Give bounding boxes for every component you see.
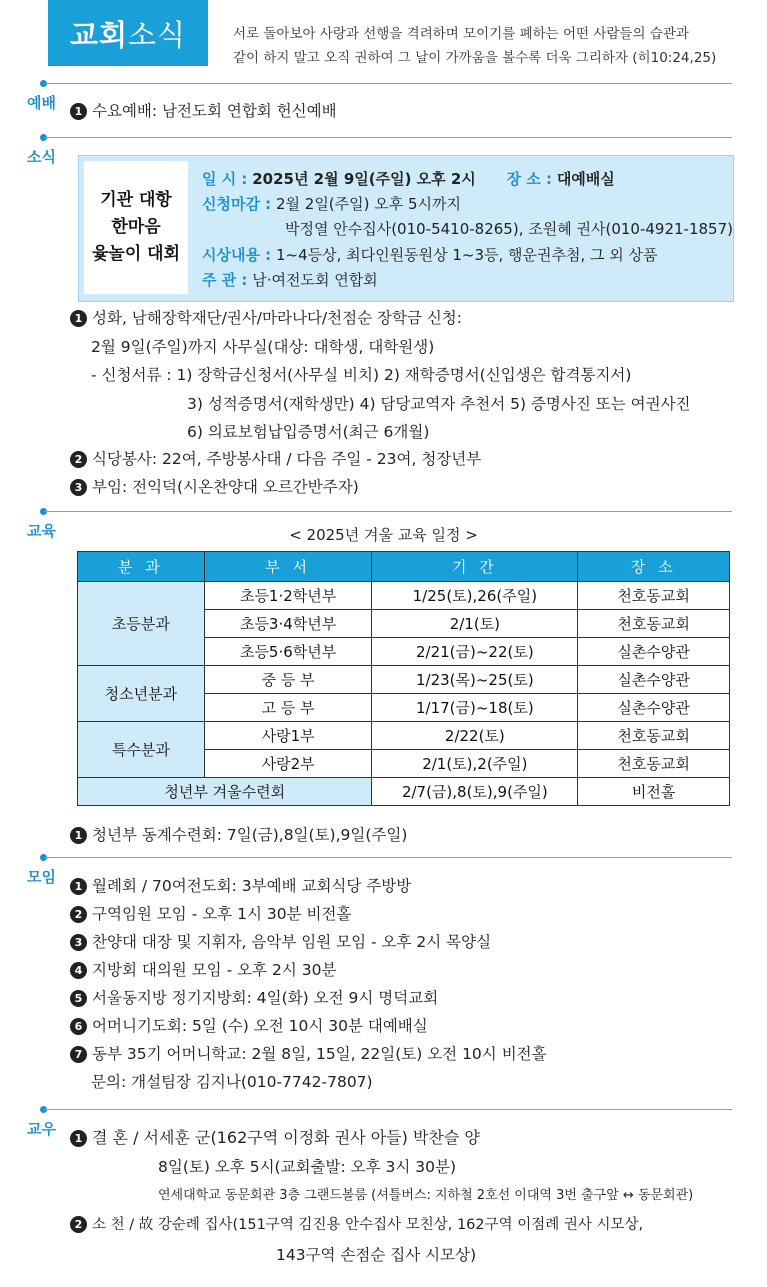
item-text: 동부 35기 어머니학교: 2월 8일, 15일, 22일(토) 오전 10시 비전홀 xyxy=(92,1045,547,1063)
dept-cell: 고 등 부 xyxy=(204,694,372,722)
section-label-worship: 예배 xyxy=(27,94,56,112)
section-divider xyxy=(44,1109,732,1110)
section-divider xyxy=(44,511,732,512)
list-item xyxy=(70,986,438,1008)
place-cell: 천호동교회 xyxy=(578,582,730,610)
period-cell: 2/7(금),8(토),9(주일) xyxy=(372,778,578,806)
section-label-members: 교우 xyxy=(27,1120,56,1138)
item-text: 지방회 대의원 모임 - 오후 2시 30분 xyxy=(92,961,337,979)
list-item xyxy=(70,306,462,328)
item-text: 어머니기도회: 5일 (수) 오전 10시 30분 대예배실 xyxy=(92,1017,428,1035)
period-cell: 1/17(금)~18(토) xyxy=(372,694,578,722)
item-continuation: 6) 의료보험납입증명서(최근 6개월) xyxy=(187,423,430,441)
section-divider xyxy=(44,137,732,138)
event-host-row xyxy=(202,269,378,290)
item-continuation: 문의: 개설팀장 김지나(010-7742-7807) xyxy=(91,1073,373,1091)
number-badge: 1 xyxy=(70,310,87,327)
list-item xyxy=(70,1125,480,1148)
event-host-value: 남·여전도회 연합회 xyxy=(252,271,378,289)
verse-line: 서로 돌아보아 사랑과 선행을 격려하며 모이기를 폐하는 어떤 사람들의 습관과 xyxy=(233,26,689,42)
number-badge: 3 xyxy=(70,479,87,496)
period-cell: 1/25(토),26(주일) xyxy=(372,582,578,610)
banner-title-light: 소식 xyxy=(128,17,187,52)
event-place-value: 대예배실 xyxy=(556,170,615,188)
table-row xyxy=(78,722,730,750)
item-text: 구역임원 모임 - 오후 1시 30분 비전홀 xyxy=(92,905,352,923)
place-cell: 실촌수양관 xyxy=(578,694,730,722)
event-title-line: 기관 대항 xyxy=(100,190,172,210)
place-cell: 천호동교회 xyxy=(578,722,730,750)
event-deadline-row xyxy=(202,193,461,214)
item-continuation: 연세대학교 동문회관 3층 그랜드볼룸 (셔틀버스: 지하철 2호선 이대역 3번 출구앞 ↔ 동문회관) xyxy=(158,1188,694,1203)
education-schedule-table xyxy=(77,551,730,806)
event-title-line: 윷놀이 대회 xyxy=(91,244,181,264)
list-item xyxy=(70,902,351,924)
event-contact: 박정열 안수집사(010-5410-8265), 조원혜 권사(010-4921-1857) xyxy=(285,220,733,238)
number-badge: 2 xyxy=(70,451,87,468)
item-text: 수요예배: 남전도회 연합회 헌신예배 xyxy=(92,102,337,120)
event-deadline-value: 2월 2일(주일) 오후 5시까지 xyxy=(275,195,462,213)
list-item xyxy=(70,1014,428,1036)
event-date-value: 2025년 2월 9일(주일) 오후 2시 xyxy=(252,170,476,188)
column-header: 분 과 xyxy=(78,552,205,582)
item-text: 월례회 / 70여전도회: 3부예배 교회식당 주방방 xyxy=(92,877,412,895)
table-row xyxy=(78,778,730,806)
place-cell: 천호동교회 xyxy=(578,610,730,638)
dept-cell: 초등5·6학년부 xyxy=(204,638,372,666)
number-badge: 1 xyxy=(70,1130,87,1147)
number-badge: 1 xyxy=(70,827,87,844)
item-continuation: 3) 성적증명서(재학생만) 4) 담당교역자 추천서 5) 증명사진 또는 여권사진 xyxy=(187,395,691,413)
place-cell: 실촌수양관 xyxy=(578,638,730,666)
table-header-row xyxy=(78,552,730,582)
number-badge: 2 xyxy=(70,1216,87,1233)
section-label-meetings: 모임 xyxy=(27,868,56,886)
list-item xyxy=(70,1042,547,1064)
dept-cell: 사랑2부 xyxy=(204,750,372,778)
event-place-label: 장 소 : xyxy=(506,170,553,188)
schedule-title: < 2025년 겨울 교육 일정 > xyxy=(289,526,478,544)
place-cell: 비전홀 xyxy=(578,778,730,806)
item-text: 성화, 남해장학재단/권사/마라나다/천점순 장학금 신청: xyxy=(92,309,463,327)
event-date-label: 일 시 : xyxy=(202,170,248,188)
period-cell: 1/23(목)~25(토) xyxy=(372,666,578,694)
item-continuation: 143구역 손점순 집사 시모상) xyxy=(276,1246,477,1264)
group-cell: 초등분과 xyxy=(78,582,205,666)
item-continuation: 8일(토) 오후 5시(교회출발: 오후 3시 30분) xyxy=(158,1158,457,1176)
item-text: 소 천 / 故 강순례 집사(151구역 김진용 안수집사 모친상, 162구역 이점례 권사 시모상, xyxy=(92,1217,644,1233)
column-header: 장 소 xyxy=(578,552,730,582)
number-badge: 5 xyxy=(70,990,87,1007)
event-notice-box xyxy=(78,155,734,302)
period-cell: 2/1(토) xyxy=(372,610,578,638)
dept-cell: 초등3·4학년부 xyxy=(204,610,372,638)
list-item xyxy=(70,958,336,980)
group-cell: 청소년분과 xyxy=(78,666,205,722)
list-item xyxy=(70,1213,643,1234)
dept-cell: 중 등 부 xyxy=(204,666,372,694)
item-text: 식당봉사: 22여, 주방봉사대 / 다음 주일 - 23여, 청장년부 xyxy=(92,450,482,468)
group-cell: 청년부 겨울수련회 xyxy=(78,778,372,806)
item-continuation: 2월 9일(주일)까지 사무실(대상: 대학생, 대학원생) xyxy=(91,338,435,356)
number-badge: 7 xyxy=(70,1046,87,1063)
number-badge: 3 xyxy=(70,934,87,951)
period-cell: 2/21(금)~22(토) xyxy=(372,638,578,666)
banner-title-bold: 교회 xyxy=(69,17,128,52)
number-badge: 1 xyxy=(70,103,87,120)
event-prize-label: 시상내용 : xyxy=(202,246,272,264)
place-cell: 실촌수양관 xyxy=(578,666,730,694)
list-item xyxy=(70,99,337,121)
section-divider xyxy=(44,83,732,84)
list-item xyxy=(70,823,407,845)
item-text: 결 혼 / 서세훈 군(162구역 이정화 권사 아들) 박찬슬 양 xyxy=(92,1128,480,1147)
period-cell: 2/1(토),2(주일) xyxy=(372,750,578,778)
list-item xyxy=(70,447,481,469)
item-text: 부임: 전익덕(시온찬양대 오르간반주자) xyxy=(92,478,359,496)
number-badge: 4 xyxy=(70,962,87,979)
number-badge: 2 xyxy=(70,906,87,923)
item-text: 찬양대 대장 및 지휘자, 음악부 임원 모임 - 오후 2시 목양실 xyxy=(92,933,492,951)
number-badge: 1 xyxy=(70,878,87,895)
event-date-row xyxy=(202,168,615,189)
item-continuation: - 신청서류 : 1) 장학금신청서(사무실 비치) 2) 재학증명서(신입생은 합격통지서) xyxy=(91,366,632,384)
section-banner xyxy=(48,0,208,66)
number-badge: 6 xyxy=(70,1018,87,1035)
dept-cell: 사랑1부 xyxy=(204,722,372,750)
dept-cell: 초등1·2학년부 xyxy=(204,582,372,610)
event-deadline-label: 신청마감 : xyxy=(202,195,272,213)
item-text: 청년부 동계수련회: 7일(금),8일(토),9일(주일) xyxy=(92,826,408,844)
table-row xyxy=(78,582,730,610)
event-prize-row xyxy=(202,244,658,265)
event-title xyxy=(84,161,188,294)
item-text: 서울동지방 정기지방회: 4일(화) 오전 9시 명덕교회 xyxy=(92,989,439,1007)
section-label-education: 교육 xyxy=(27,522,56,540)
list-item xyxy=(70,874,411,896)
bible-verse xyxy=(233,22,753,70)
event-prize-value: 1~4등상, 최다인원동원상 1~3등, 행운권추첨, 그 외 상품 xyxy=(275,246,658,264)
verse-line: 같이 하지 말고 오직 권하여 그 날이 가까움을 볼수록 더욱 그리하자 (히10:24,25) xyxy=(233,50,717,66)
section-divider xyxy=(44,857,732,858)
group-cell: 특수분과 xyxy=(78,722,205,778)
period-cell: 2/22(토) xyxy=(372,722,578,750)
event-title-line: 한마음 xyxy=(111,217,161,237)
column-header: 부 서 xyxy=(204,552,372,582)
list-item xyxy=(70,930,491,952)
section-label-news: 소식 xyxy=(27,148,56,166)
table-row xyxy=(78,666,730,694)
event-host-label: 주 관 : xyxy=(202,271,248,289)
place-cell: 천호동교회 xyxy=(578,750,730,778)
list-item xyxy=(70,475,359,497)
column-header: 기 간 xyxy=(372,552,578,582)
